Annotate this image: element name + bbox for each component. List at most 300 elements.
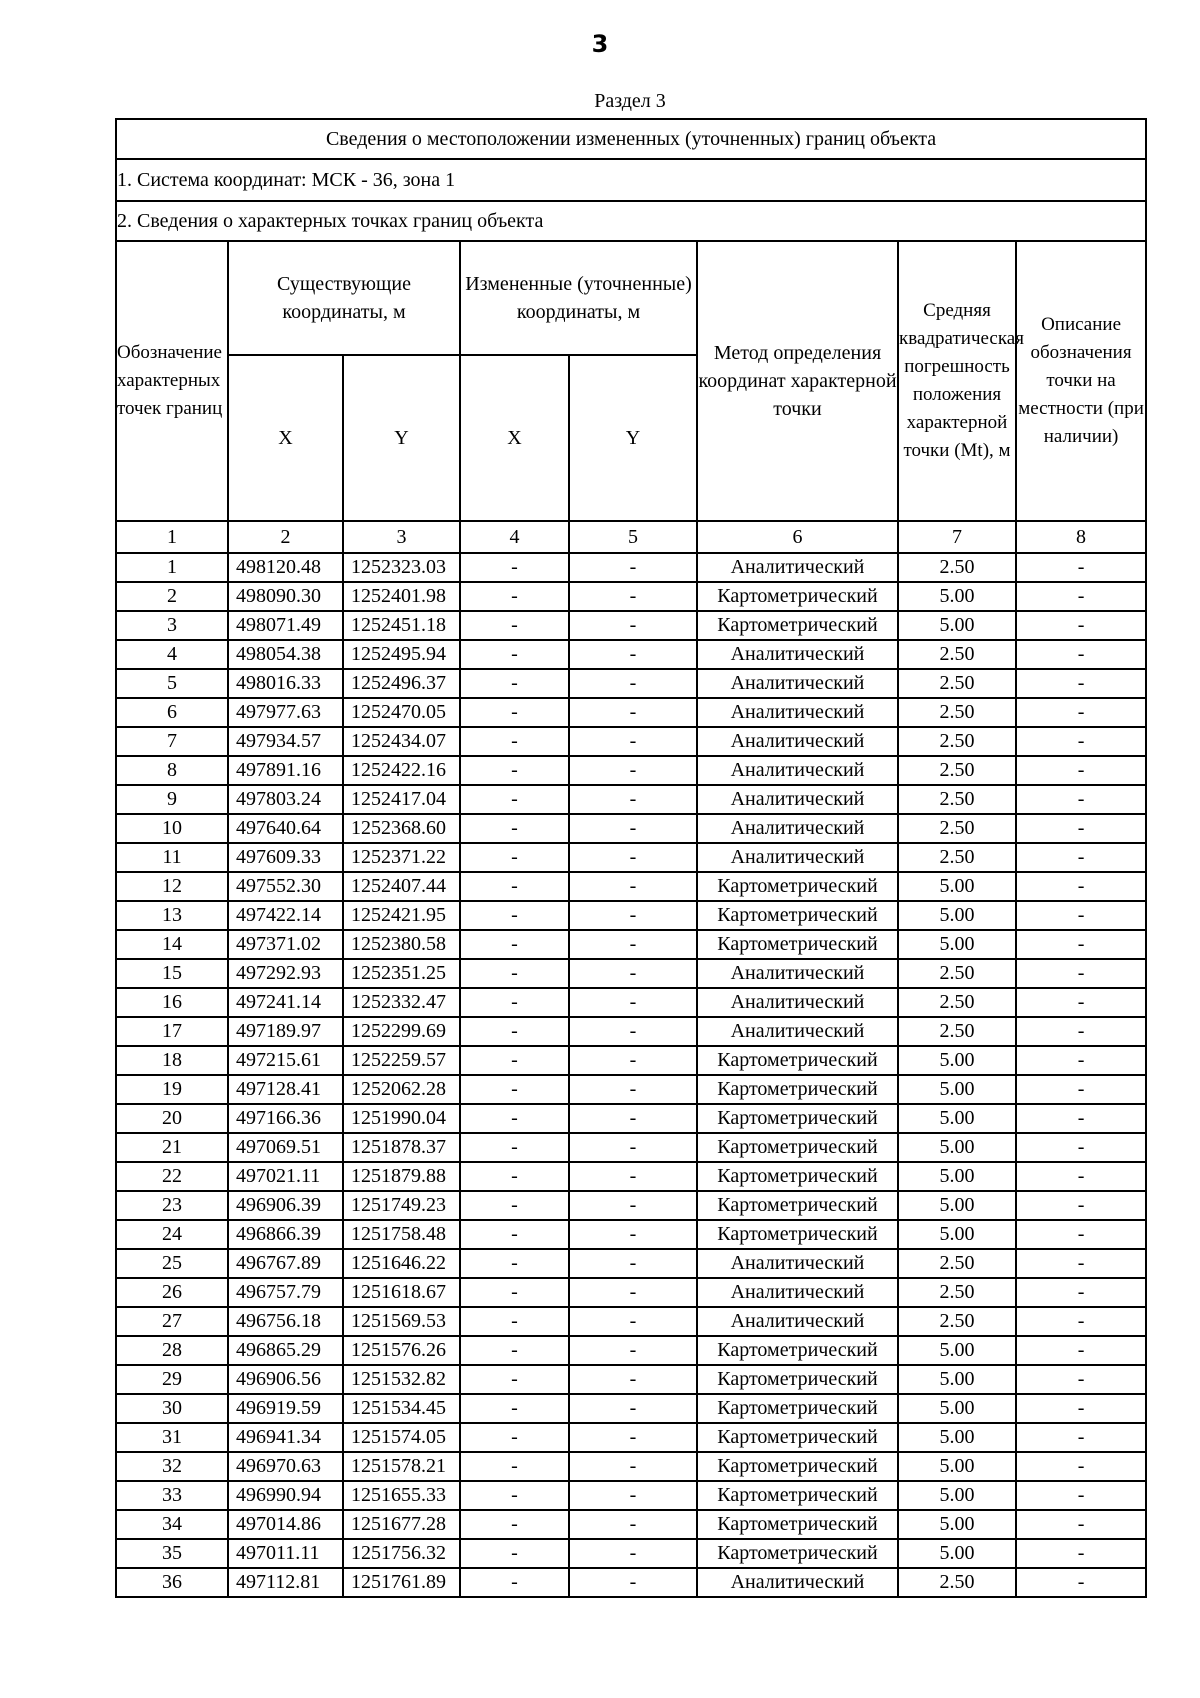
mean-error-cell: 5.00 (898, 1539, 1016, 1568)
existing-x-cell: 497166.36 (228, 1104, 343, 1133)
table-row (116, 611, 1146, 640)
changed-x-cell: - (460, 1133, 569, 1162)
existing-x-cell: 496906.56 (228, 1365, 343, 1394)
method-cell: Аналитический (697, 988, 898, 1017)
existing-x-cell: 496990.94 (228, 1481, 343, 1510)
point-number-cell: 23 (116, 1191, 228, 1220)
mean-error-cell: 5.00 (898, 1220, 1016, 1249)
changed-y-cell: - (569, 814, 697, 843)
point-number-cell: 7 (116, 727, 228, 756)
existing-y-cell: 1251532.82 (343, 1365, 460, 1394)
existing-y-cell: 1252299.69 (343, 1017, 460, 1046)
existing-x-cell: 496906.39 (228, 1191, 343, 1220)
changed-y-cell: - (569, 959, 697, 988)
method-cell: Аналитический (697, 727, 898, 756)
method-cell: Картометрический (697, 1510, 898, 1539)
changed-y-cell: - (569, 1278, 697, 1307)
point-number-cell: 1 (116, 553, 228, 582)
changed-x-cell: - (460, 1423, 569, 1452)
table-row (116, 582, 1146, 611)
table-row (116, 1278, 1146, 1307)
point-number-cell: 2 (116, 582, 228, 611)
changed-y-cell: - (569, 1046, 697, 1075)
mean-error-cell: 5.00 (898, 1481, 1016, 1510)
mean-error-cell: 2.50 (898, 1017, 1016, 1046)
existing-y-cell: 1251758.48 (343, 1220, 460, 1249)
table-row (116, 785, 1146, 814)
mean-error-cell: 2.50 (898, 785, 1016, 814)
point-description-cell: - (1016, 1539, 1146, 1568)
existing-y-cell: 1252470.05 (343, 698, 460, 727)
existing-x-cell: 496941.34 (228, 1423, 343, 1452)
point-description-cell: - (1016, 1249, 1146, 1278)
column-number: 2 (228, 521, 343, 553)
method-cell: Картометрический (697, 611, 898, 640)
point-description-cell: - (1016, 1278, 1146, 1307)
existing-x-cell: 496970.63 (228, 1452, 343, 1481)
changed-y-cell: - (569, 1452, 697, 1481)
existing-x-cell: 498120.48 (228, 553, 343, 582)
changed-x-cell: - (460, 1162, 569, 1191)
method-cell: Аналитический (697, 959, 898, 988)
point-number-cell: 30 (116, 1394, 228, 1423)
mean-error-cell: 2.50 (898, 727, 1016, 756)
table-row (116, 727, 1146, 756)
existing-x-cell: 498090.30 (228, 582, 343, 611)
mean-error-cell: 5.00 (898, 1075, 1016, 1104)
table-row (116, 1220, 1146, 1249)
changed-x-cell: - (460, 814, 569, 843)
point-description-cell: - (1016, 901, 1146, 930)
changed-x-cell: - (460, 901, 569, 930)
method-cell: Картометрический (697, 582, 898, 611)
point-description-cell: - (1016, 1104, 1146, 1133)
point-description-cell: - (1016, 1017, 1146, 1046)
point-number-cell: 32 (116, 1452, 228, 1481)
point-description-cell: - (1016, 698, 1146, 727)
changed-y-cell: - (569, 1133, 697, 1162)
existing-y-cell: 1251618.67 (343, 1278, 460, 1307)
existing-y-cell: 1251574.05 (343, 1423, 460, 1452)
changed-x-cell: - (460, 1452, 569, 1481)
header-error: Средняя квадратическая погрешность положения характерной точки (Mt), м (898, 241, 1016, 521)
point-number-cell: 27 (116, 1307, 228, 1336)
changed-y-cell: - (569, 669, 697, 698)
point-number-cell: 11 (116, 843, 228, 872)
existing-y-cell: 1252417.04 (343, 785, 460, 814)
point-number-cell: 31 (116, 1423, 228, 1452)
point-number-cell: 8 (116, 756, 228, 785)
method-cell: Картометрический (697, 1423, 898, 1452)
mean-error-cell: 5.00 (898, 1191, 1016, 1220)
table-row (116, 1249, 1146, 1278)
header-changed-y: Y (569, 355, 697, 521)
changed-x-cell: - (460, 843, 569, 872)
point-description-cell: - (1016, 1423, 1146, 1452)
existing-y-cell: 1252371.22 (343, 843, 460, 872)
point-number-cell: 12 (116, 872, 228, 901)
changed-x-cell: - (460, 1046, 569, 1075)
table-row (116, 959, 1146, 988)
mean-error-cell: 5.00 (898, 611, 1016, 640)
table-row (116, 1191, 1146, 1220)
point-number-cell: 26 (116, 1278, 228, 1307)
point-description-cell: - (1016, 872, 1146, 901)
changed-y-cell: - (569, 1104, 697, 1133)
changed-x-cell: - (460, 1307, 569, 1336)
point-number-cell: 3 (116, 611, 228, 640)
existing-y-cell: 1251534.45 (343, 1394, 460, 1423)
changed-y-cell: - (569, 1539, 697, 1568)
existing-y-cell: 1252451.18 (343, 611, 460, 640)
changed-y-cell: - (569, 1220, 697, 1249)
existing-y-cell: 1251749.23 (343, 1191, 460, 1220)
point-number-cell: 21 (116, 1133, 228, 1162)
changed-y-cell: - (569, 1336, 697, 1365)
changed-x-cell: - (460, 785, 569, 814)
changed-y-cell: - (569, 785, 697, 814)
point-number-cell: 15 (116, 959, 228, 988)
changed-y-cell: - (569, 727, 697, 756)
section-title: Раздел 3 (594, 90, 666, 112)
table-row (116, 1133, 1146, 1162)
changed-x-cell: - (460, 756, 569, 785)
changed-x-cell: - (460, 1510, 569, 1539)
header-changed-coords: Измененные (уточненные) координаты, м (460, 241, 697, 355)
point-description-cell: - (1016, 1452, 1146, 1481)
method-cell: Картометрический (697, 1481, 898, 1510)
mean-error-cell: 5.00 (898, 582, 1016, 611)
column-number: 3 (343, 521, 460, 553)
point-number-cell: 4 (116, 640, 228, 669)
point-description-cell: - (1016, 1133, 1146, 1162)
existing-x-cell: 497552.30 (228, 872, 343, 901)
mean-error-cell: 2.50 (898, 553, 1016, 582)
point-description-cell: - (1016, 843, 1146, 872)
changed-x-cell: - (460, 1568, 569, 1597)
changed-x-cell: - (460, 872, 569, 901)
mean-error-cell: 5.00 (898, 1394, 1016, 1423)
method-cell: Аналитический (697, 1278, 898, 1307)
column-number: 1 (116, 521, 228, 553)
point-number-cell: 35 (116, 1539, 228, 1568)
existing-y-cell: 1252351.25 (343, 959, 460, 988)
method-cell: Картометрический (697, 1046, 898, 1075)
column-number: 6 (697, 521, 898, 553)
method-cell: Картометрический (697, 1133, 898, 1162)
existing-y-cell: 1252323.03 (343, 553, 460, 582)
mean-error-cell: 2.50 (898, 959, 1016, 988)
existing-y-cell: 1251646.22 (343, 1249, 460, 1278)
header-existing-coords: Существующие координаты, м (228, 241, 460, 355)
existing-y-cell: 1252062.28 (343, 1075, 460, 1104)
point-number-cell: 10 (116, 814, 228, 843)
changed-y-cell: - (569, 756, 697, 785)
table-banner: Сведения о местоположении измененных (уточненных) границ объекта (116, 119, 1146, 159)
changed-x-cell: - (460, 1278, 569, 1307)
point-description-cell: - (1016, 1075, 1146, 1104)
existing-x-cell: 498071.49 (228, 611, 343, 640)
changed-x-cell: - (460, 1104, 569, 1133)
method-cell: Аналитический (697, 843, 898, 872)
column-number: 4 (460, 521, 569, 553)
point-number-cell: 14 (116, 930, 228, 959)
mean-error-cell: 2.50 (898, 1278, 1016, 1307)
existing-x-cell: 497189.97 (228, 1017, 343, 1046)
table-row (116, 1046, 1146, 1075)
point-number-cell: 33 (116, 1481, 228, 1510)
mean-error-cell: 2.50 (898, 640, 1016, 669)
changed-y-cell: - (569, 1481, 697, 1510)
changed-x-cell: - (460, 930, 569, 959)
mean-error-cell: 5.00 (898, 1452, 1016, 1481)
changed-y-cell: - (569, 1423, 697, 1452)
mean-error-cell: 5.00 (898, 1162, 1016, 1191)
method-cell: Аналитический (697, 785, 898, 814)
changed-y-cell: - (569, 640, 697, 669)
mean-error-cell: 2.50 (898, 756, 1016, 785)
point-description-cell: - (1016, 1162, 1146, 1191)
column-number: 7 (898, 521, 1016, 553)
point-description-cell: - (1016, 727, 1146, 756)
changed-y-cell: - (569, 1394, 697, 1423)
existing-y-cell: 1251655.33 (343, 1481, 460, 1510)
table-row (116, 1452, 1146, 1481)
existing-y-cell: 1252401.98 (343, 582, 460, 611)
method-cell: Картометрический (697, 1365, 898, 1394)
changed-y-cell: - (569, 1568, 697, 1597)
method-cell: Картометрический (697, 1336, 898, 1365)
column-number: 8 (1016, 521, 1146, 553)
method-cell: Картометрический (697, 1191, 898, 1220)
existing-y-cell: 1252421.95 (343, 901, 460, 930)
changed-x-cell: - (460, 727, 569, 756)
mean-error-cell: 2.50 (898, 1249, 1016, 1278)
changed-x-cell: - (460, 1365, 569, 1394)
changed-y-cell: - (569, 698, 697, 727)
existing-y-cell: 1251990.04 (343, 1104, 460, 1133)
changed-x-cell: - (460, 959, 569, 988)
existing-x-cell: 497609.33 (228, 843, 343, 872)
changed-x-cell: - (460, 1481, 569, 1510)
method-cell: Картометрический (697, 901, 898, 930)
table-row (116, 901, 1146, 930)
changed-y-cell: - (569, 1075, 697, 1104)
point-description-cell: - (1016, 582, 1146, 611)
point-number-cell: 6 (116, 698, 228, 727)
method-cell: Аналитический (697, 669, 898, 698)
existing-x-cell: 498054.38 (228, 640, 343, 669)
changed-x-cell: - (460, 1539, 569, 1568)
point-description-cell: - (1016, 1307, 1146, 1336)
point-number-cell: 24 (116, 1220, 228, 1249)
changed-x-cell: - (460, 1017, 569, 1046)
method-cell: Картометрический (697, 1104, 898, 1133)
table-row (116, 1568, 1146, 1597)
existing-x-cell: 497069.51 (228, 1133, 343, 1162)
table-row (116, 988, 1146, 1017)
existing-y-cell: 1252332.47 (343, 988, 460, 1017)
point-number-cell: 16 (116, 988, 228, 1017)
header-point-label: Обозначение характерных точек границ (116, 241, 228, 521)
point-number-cell: 9 (116, 785, 228, 814)
changed-y-cell: - (569, 843, 697, 872)
changed-y-cell: - (569, 901, 697, 930)
table-row (116, 1423, 1146, 1452)
changed-y-cell: - (569, 1307, 697, 1336)
mean-error-cell: 5.00 (898, 1133, 1016, 1162)
existing-x-cell: 497977.63 (228, 698, 343, 727)
changed-y-cell: - (569, 553, 697, 582)
header-changed-x: X (460, 355, 569, 521)
existing-x-cell: 497014.86 (228, 1510, 343, 1539)
existing-x-cell: 497215.61 (228, 1046, 343, 1075)
method-cell: Картометрический (697, 872, 898, 901)
changed-x-cell: - (460, 640, 569, 669)
changed-y-cell: - (569, 1162, 697, 1191)
point-number-cell: 36 (116, 1568, 228, 1597)
existing-y-cell: 1251569.53 (343, 1307, 460, 1336)
method-cell: Аналитический (697, 553, 898, 582)
existing-x-cell: 497371.02 (228, 930, 343, 959)
point-description-cell: - (1016, 1191, 1146, 1220)
changed-x-cell: - (460, 611, 569, 640)
point-description-cell: - (1016, 785, 1146, 814)
table-row (116, 1539, 1146, 1568)
method-cell: Аналитический (697, 1568, 898, 1597)
point-number-cell: 17 (116, 1017, 228, 1046)
changed-y-cell: - (569, 1017, 697, 1046)
point-description-cell: - (1016, 1394, 1146, 1423)
point-description-cell: - (1016, 669, 1146, 698)
table-row (116, 1075, 1146, 1104)
changed-y-cell: - (569, 611, 697, 640)
existing-y-cell: 1251761.89 (343, 1568, 460, 1597)
changed-x-cell: - (460, 1220, 569, 1249)
changed-y-cell: - (569, 1365, 697, 1394)
method-cell: Картометрический (697, 1220, 898, 1249)
existing-x-cell: 497422.14 (228, 901, 343, 930)
method-cell: Аналитический (697, 698, 898, 727)
point-description-cell: - (1016, 1365, 1146, 1394)
table-row (116, 930, 1146, 959)
mean-error-cell: 2.50 (898, 669, 1016, 698)
mean-error-cell: 2.50 (898, 814, 1016, 843)
changed-y-cell: - (569, 872, 697, 901)
point-description-cell: - (1016, 1568, 1146, 1597)
changed-y-cell: - (569, 930, 697, 959)
existing-x-cell: 496865.29 (228, 1336, 343, 1365)
existing-y-cell: 1251677.28 (343, 1510, 460, 1539)
existing-y-cell: 1252496.37 (343, 669, 460, 698)
header-existing-x: X (228, 355, 343, 521)
existing-y-cell: 1252368.60 (343, 814, 460, 843)
changed-y-cell: - (569, 1191, 697, 1220)
existing-x-cell: 496866.39 (228, 1220, 343, 1249)
method-cell: Картометрический (697, 1452, 898, 1481)
method-cell: Картометрический (697, 1162, 898, 1191)
existing-x-cell: 497241.14 (228, 988, 343, 1017)
existing-y-cell: 1251879.88 (343, 1162, 460, 1191)
changed-y-cell: - (569, 1249, 697, 1278)
mean-error-cell: 2.50 (898, 1307, 1016, 1336)
existing-y-cell: 1251576.26 (343, 1336, 460, 1365)
existing-x-cell: 496767.89 (228, 1249, 343, 1278)
coordinate-system: 1. Система координат: МСК - 36, зона 1 (116, 159, 1146, 201)
existing-y-cell: 1251578.21 (343, 1452, 460, 1481)
point-description-cell: - (1016, 814, 1146, 843)
method-cell: Аналитический (697, 1307, 898, 1336)
table-row (116, 1017, 1146, 1046)
changed-x-cell: - (460, 582, 569, 611)
point-description-cell: - (1016, 1046, 1146, 1075)
header-method: Метод определения координат характерной точки (697, 241, 898, 521)
mean-error-cell: 2.50 (898, 843, 1016, 872)
mean-error-cell: 5.00 (898, 901, 1016, 930)
mean-error-cell: 5.00 (898, 1423, 1016, 1452)
point-description-cell: - (1016, 1220, 1146, 1249)
point-number-cell: 22 (116, 1162, 228, 1191)
table-row (116, 553, 1146, 582)
mean-error-cell: 5.00 (898, 1510, 1016, 1539)
point-description-cell: - (1016, 553, 1146, 582)
existing-x-cell: 497891.16 (228, 756, 343, 785)
table-row (116, 756, 1146, 785)
table-row (116, 1307, 1146, 1336)
changed-x-cell: - (460, 1191, 569, 1220)
method-cell: Аналитический (697, 1017, 898, 1046)
table-row (116, 698, 1146, 727)
point-number-cell: 19 (116, 1075, 228, 1104)
mean-error-cell: 5.00 (898, 872, 1016, 901)
mean-error-cell: 5.00 (898, 1046, 1016, 1075)
changed-x-cell: - (460, 1075, 569, 1104)
changed-x-cell: - (460, 669, 569, 698)
method-cell: Картометрический (697, 930, 898, 959)
table-row (116, 1104, 1146, 1133)
point-number-cell: 20 (116, 1104, 228, 1133)
point-description-cell: - (1016, 930, 1146, 959)
point-description-cell: - (1016, 640, 1146, 669)
existing-y-cell: 1252380.58 (343, 930, 460, 959)
existing-x-cell: 497021.11 (228, 1162, 343, 1191)
existing-y-cell: 1252259.57 (343, 1046, 460, 1075)
point-description-cell: - (1016, 611, 1146, 640)
point-number-cell: 5 (116, 669, 228, 698)
table-row (116, 640, 1146, 669)
point-number-cell: 13 (116, 901, 228, 930)
column-number: 5 (569, 521, 697, 553)
method-cell: Картометрический (697, 1075, 898, 1104)
boundary-points-table (115, 118, 1147, 1598)
table-row (116, 814, 1146, 843)
existing-x-cell: 496757.79 (228, 1278, 343, 1307)
existing-x-cell: 497803.24 (228, 785, 343, 814)
mean-error-cell: 2.50 (898, 1568, 1016, 1597)
table-row (116, 669, 1146, 698)
existing-x-cell: 497011.11 (228, 1539, 343, 1568)
changed-y-cell: - (569, 988, 697, 1017)
header-description: Описание обозначения точки на местности (при наличии) (1016, 241, 1146, 521)
point-number-cell: 25 (116, 1249, 228, 1278)
method-cell: Аналитический (697, 756, 898, 785)
table-row (116, 1481, 1146, 1510)
changed-x-cell: - (460, 1336, 569, 1365)
changed-x-cell: - (460, 698, 569, 727)
point-number-cell: 18 (116, 1046, 228, 1075)
table-row (116, 843, 1146, 872)
existing-x-cell: 497112.81 (228, 1568, 343, 1597)
